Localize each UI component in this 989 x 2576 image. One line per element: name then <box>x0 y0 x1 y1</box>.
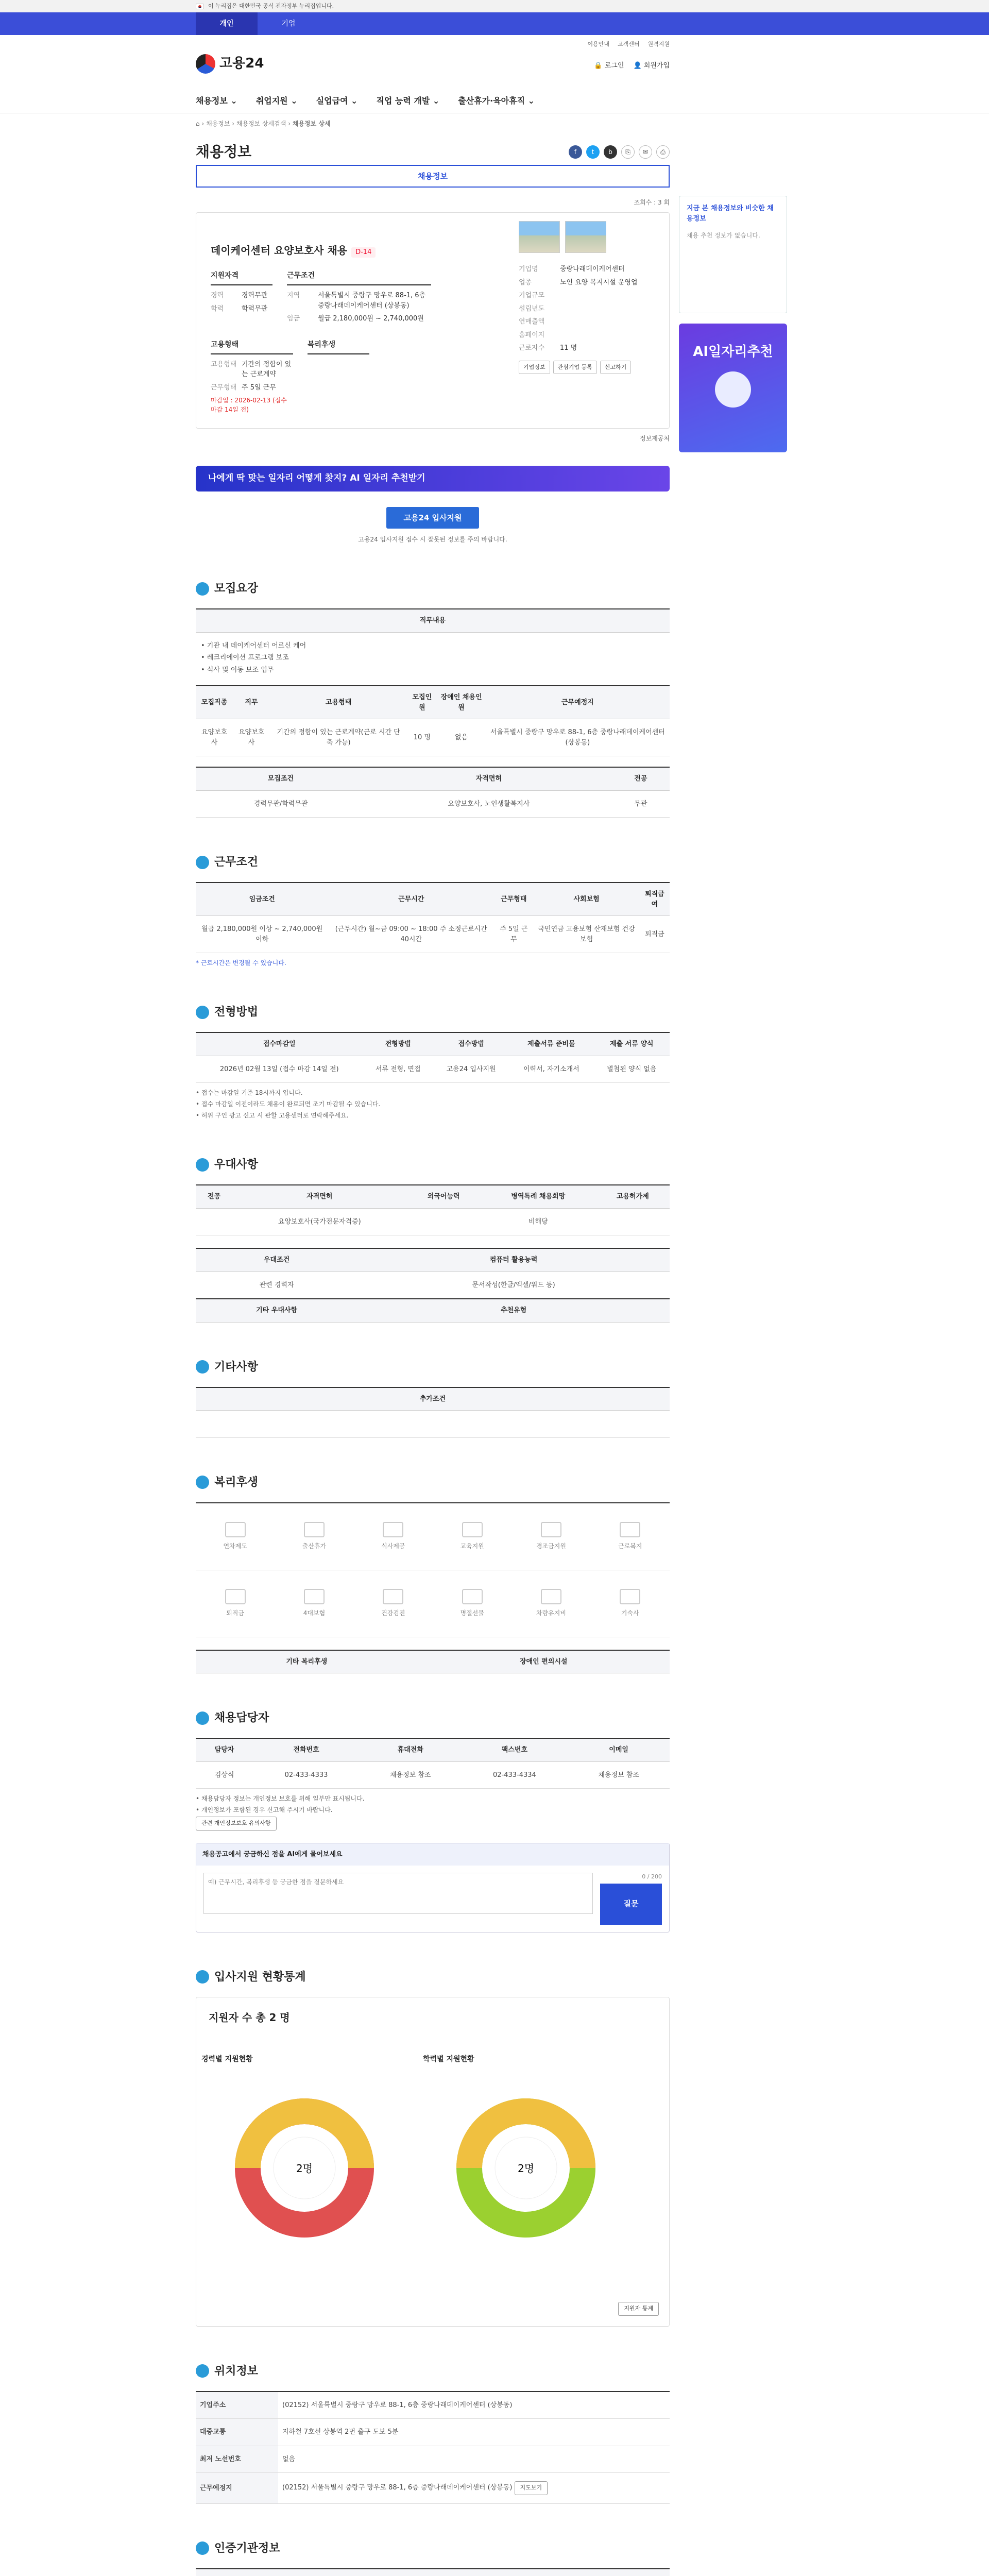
site-logo[interactable] <box>196 54 264 74</box>
home-icon[interactable]: ⌂ <box>196 120 200 127</box>
table-row <box>196 1761 670 1789</box>
location-section <box>196 2363 670 2504</box>
manager-table <box>196 1738 670 1789</box>
welfare-item <box>275 1570 353 1637</box>
donut-center-label: 2명 <box>517 2162 535 2175</box>
signup-label: 회원가입 <box>643 62 670 70</box>
stats-total: 지원자 수 총 2 명 <box>209 2011 290 2024</box>
table-cell: 2026년 02월 13일 (접수 마감 14일 전) <box>196 1056 363 1083</box>
table-header: 모집직종 <box>196 686 233 719</box>
company-photo[interactable] <box>565 221 606 253</box>
map-button[interactable]: 지도보기 <box>515 2481 548 2495</box>
note-line: • 채용담당자 정보는 개인정보 보호를 위해 일부만 표시됩니다. <box>196 1795 365 1802</box>
table-cell: 없음 <box>278 2446 670 2473</box>
sidebar <box>679 196 787 452</box>
table-cell: 지하철 7호선 상봉역 2번 출구 도보 5분 <box>278 2419 670 2446</box>
kv-key: 고용형태 <box>211 360 237 368</box>
welfare-item <box>275 1503 353 1570</box>
section-icon <box>196 1970 209 1984</box>
chevron-down-icon: ⌄ <box>230 96 237 106</box>
pref-table <box>196 1184 670 1235</box>
table-header: 장애인 채용인원 <box>437 686 485 719</box>
nav-item-leave[interactable] <box>458 95 535 107</box>
table-header: 접수방법 <box>433 1032 509 1056</box>
table-cell: 무관 <box>612 790 670 818</box>
welfare-icon <box>462 1522 483 1537</box>
kv-value: 기간의 정함이 있는 근로계약 <box>242 360 292 378</box>
table-header: 제출서류 준비물 <box>509 1032 593 1056</box>
note-line: • 접수는 마감일 기준 18시까지 입니다. <box>196 1089 303 1096</box>
table-cell <box>196 1411 670 1438</box>
table-header: 팩스번호 <box>462 1738 568 1761</box>
welfare-label: 경조금지원 <box>536 1543 566 1550</box>
section-title: 모집요강 <box>214 582 259 595</box>
table-header: 자격면허 <box>366 767 612 790</box>
table-cell: 요양보호사(국가전문자격증) <box>232 1208 407 1235</box>
table-cell: 주 5일 근무 <box>494 916 534 953</box>
chevron-down-icon: ⌄ <box>291 96 298 106</box>
ai-recommend-ad[interactable] <box>679 324 787 452</box>
pref-section <box>196 1156 670 1323</box>
gov-banner-text: 이 누리집은 대한민국 공식 전자정부 누리집입니다. <box>208 2 334 9</box>
page-title: 채용정보 <box>196 143 252 160</box>
welfare-icon <box>541 1589 561 1604</box>
kv-key: 기업명 <box>519 265 538 273</box>
table-header: 장애인 편의시설 <box>418 1650 670 1673</box>
main-nav <box>0 89 989 113</box>
job-summary-card <box>196 212 670 429</box>
table-header: 고용허가제 <box>596 1185 670 1208</box>
chart-title: 학력별 지원현황 <box>423 2055 474 2063</box>
section-icon <box>196 582 209 596</box>
table-header: 기타 복리후생 <box>196 1650 418 1673</box>
table-header: 이메일 <box>568 1738 670 1761</box>
welfare-item <box>591 1570 670 1637</box>
kv-key: 연매출액 <box>519 318 545 326</box>
company-info <box>519 264 653 374</box>
welfare-item <box>591 1503 670 1570</box>
print-icon[interactable]: ⎙ <box>656 145 670 159</box>
table-header <box>530 2569 670 2576</box>
donut-center-label: 2명 <box>296 2162 313 2175</box>
site-header <box>0 35 989 89</box>
table-cell: 서울특별시 중랑구 망우로 88-1, 6층 중랑나래데이케어센터 (상봉동) <box>486 719 670 756</box>
breadcrumb-item[interactable]: 채용정보 <box>206 120 230 127</box>
table-row <box>196 2392 670 2419</box>
kv-value: 주 5일 근무 <box>242 383 276 392</box>
table-header: 전공 <box>612 767 670 790</box>
career-donut <box>212 2075 397 2261</box>
company-info-button[interactable]: 기업정보 <box>519 361 550 375</box>
table-cell: 관련 경력자 <box>196 1272 357 1299</box>
table-header: 사회보험 <box>534 883 640 916</box>
info-source: 정보제공처 <box>640 435 670 442</box>
welfare-icon <box>304 1522 325 1537</box>
chevron-down-icon: ⌄ <box>527 96 535 106</box>
table-header: 전화번호 <box>253 1738 360 1761</box>
kv-key: 업종 <box>519 278 532 286</box>
chevron-down-icon: ⌄ <box>351 96 358 106</box>
table-header: 병역특례 채용희망 <box>481 1185 596 1208</box>
welfare-label: 교육지원 <box>460 1543 484 1550</box>
privacy-notice-button[interactable]: 관련 개인정보보호 유의사항 <box>196 1817 277 1831</box>
table-header: 퇴직급여 <box>640 883 670 916</box>
note-line: • 개인정보가 포함된 경우 신고해 주시기 바랍니다. <box>196 1806 333 1814</box>
section-title: 기타사항 <box>214 1360 259 1374</box>
kv-key: 근로자수 <box>519 344 545 352</box>
chevron-down-icon: ⌄ <box>432 96 440 106</box>
table-row <box>196 1272 670 1299</box>
table-header: 추가조건 <box>196 1387 670 1411</box>
utility-links <box>587 40 670 49</box>
similar-jobs-box <box>679 196 787 313</box>
table-cell <box>407 1208 481 1235</box>
nav-label: 취업지원 <box>255 96 288 106</box>
flag-icon <box>196 4 204 9</box>
table-row <box>196 790 670 818</box>
table-row <box>196 719 670 756</box>
manager-notes <box>196 1794 670 1815</box>
breadcrumb-item[interactable]: 채용정보 상세검색 <box>236 120 286 127</box>
table-cell: 요양보호사 <box>196 719 233 756</box>
kv-value: 중랑나래데이케어센터 <box>560 265 625 273</box>
table-cell: 국민연금 고용보험 산재보험 건강보험 <box>534 916 640 953</box>
welfare-item <box>511 1570 590 1637</box>
blog-icon[interactable]: b <box>604 145 617 159</box>
section-icon <box>196 1711 209 1725</box>
login-label: 로그인 <box>604 62 624 70</box>
table-header: 직무 <box>233 686 270 719</box>
section-icon <box>196 856 209 869</box>
welfare-heading: 복리후생 <box>308 340 369 354</box>
stats-box <box>196 1997 670 2327</box>
table-cell: 경력무관/학력무관 <box>196 790 366 818</box>
kv-key: 근무형태 <box>211 383 237 392</box>
nav-item-support[interactable] <box>256 95 298 107</box>
edu-donut <box>433 2075 619 2261</box>
follow-company-button[interactable]: 관심기업 등록 <box>553 361 597 375</box>
table-cell: 근무예정지 <box>196 2473 278 2504</box>
nav-label: 채용정보 <box>196 96 228 106</box>
welfare-label: 근로복지 <box>618 1543 642 1550</box>
nav-item-jobs[interactable] <box>196 95 237 107</box>
section-title: 위치정보 <box>214 2364 259 2378</box>
welfare-icon <box>620 1589 640 1604</box>
table-header <box>329 2569 429 2576</box>
welfare-label: 연차제도 <box>223 1543 247 1550</box>
table-header: 휴대전화 <box>360 1738 462 1761</box>
welfare-item <box>354 1503 433 1570</box>
note-line: • 허위 구인 광고 신고 시 관할 고용센터로 연락해주세요. <box>196 1112 349 1119</box>
etc-table <box>196 1387 670 1438</box>
kv-value: 서울특별시 중랑구 망우로 88-1, 6층 중랑나래데이케어센터 (상봉동) <box>318 292 426 310</box>
welfare-grid <box>196 1502 670 1637</box>
top-tabbar <box>0 12 989 35</box>
list-item: • 식사 및 이동 보조 업무 <box>201 666 274 674</box>
section-title: 근무조건 <box>214 856 259 869</box>
welfare-label: 명절선물 <box>460 1609 484 1617</box>
qual-heading: 지원자격 <box>211 270 272 285</box>
section-title: 복리후생 <box>214 1476 259 1489</box>
welfare-icon <box>383 1522 403 1537</box>
table-cell: 채용정보 참조 <box>568 1761 670 1789</box>
table-header: 직무내용 <box>196 609 670 632</box>
table-cell <box>596 1208 670 1235</box>
table-cell: (02152) 서울특별시 중랑구 망우로 88-1, 6층 중랑나래데이케어센터 (상봉동) <box>278 2392 670 2419</box>
table-cell: 10 명 <box>407 719 437 756</box>
util-link-support[interactable]: 고객센터 <box>617 41 640 47</box>
job-title: 데이케어센터 요양보호사 채용 <box>211 244 348 257</box>
work-table <box>196 882 670 953</box>
kv-key: 설립년도 <box>519 304 545 313</box>
type-heading: 고용형태 <box>211 340 293 354</box>
work-section <box>196 854 670 968</box>
table-header: 외국어능력 <box>407 1185 481 1208</box>
table-header: 고용형태 <box>270 686 407 719</box>
edu-chart <box>423 2054 629 2264</box>
nav-label: 출산휴가·육아휴직 <box>458 96 525 106</box>
table-cell <box>196 1208 232 1235</box>
list-item: • 레크리에이션 프로그램 보조 <box>201 654 289 662</box>
table-cell: 별첨된 양식 없음 <box>593 1056 670 1083</box>
recruit-table <box>196 685 670 756</box>
stats-button[interactable]: 지원자 통계 <box>618 2302 659 2316</box>
table-header: 우대조건 <box>196 1248 357 1272</box>
welfare-icon <box>541 1522 561 1537</box>
table-cell: 기간의 정함이 있는 근로계약(근로 시간 단축 가능) <box>270 719 407 756</box>
manager-section <box>196 1709 670 1933</box>
share-bar <box>569 145 670 159</box>
table-header: 추천유형 <box>357 1299 670 1322</box>
table-header: 근무형태 <box>494 883 534 916</box>
welfare-icon <box>225 1589 246 1604</box>
welfare-section <box>196 1474 670 1674</box>
signup-link[interactable]: 👤 회원가입 <box>633 62 670 70</box>
section-icon <box>196 2541 209 2555</box>
company-photo[interactable] <box>519 221 560 253</box>
welfare-label: 기숙사 <box>621 1609 639 1617</box>
section-icon <box>196 2364 209 2378</box>
welfare-icon <box>304 1589 325 1604</box>
table-cell: 비해당 <box>481 1208 596 1235</box>
process-notes <box>196 1088 670 1120</box>
agency-section <box>196 2540 670 2576</box>
robot-icon <box>715 371 751 408</box>
table-header: 근무시간 <box>328 883 494 916</box>
note-line: • 접수 마감일 이전이라도 채용이 완료되면 조기 마감될 수 있습니다. <box>196 1100 381 1108</box>
table-row <box>196 916 670 953</box>
pref-cond-table <box>196 1248 670 1323</box>
table-row <box>196 2446 670 2473</box>
welfare-label: 건강검진 <box>381 1609 405 1617</box>
table-cell: 고용24 입사지원 <box>433 1056 509 1083</box>
welfare-icon <box>620 1522 640 1537</box>
table-cell: (02152) 서울특별시 중랑구 망우로 88-1, 6층 중랑나래데이케어센터 (상봉동) <box>282 2484 513 2492</box>
career-chart <box>201 2054 407 2264</box>
table-header: 컴퓨터 활용능력 <box>357 1248 670 1272</box>
welfare-label: 차량유지비 <box>536 1609 566 1617</box>
welfare-icon <box>462 1589 483 1604</box>
section-icon <box>196 1006 209 1019</box>
section-icon <box>196 1476 209 1489</box>
similar-jobs-empty: 채용 추천 정보가 없습니다. <box>687 232 760 239</box>
login-link[interactable]: 🔒 로그인 <box>594 62 624 70</box>
twitter-icon[interactable]: t <box>586 145 600 159</box>
report-button[interactable]: 신고하기 <box>600 361 632 375</box>
kv-value: 노인 요양 복지시설 운영업 <box>560 278 638 286</box>
table-row <box>196 1208 670 1235</box>
welfare-item <box>433 1503 511 1570</box>
deadline-text: 마감일 : 2026-02-13 (접수 마감 14일 전) <box>211 397 287 413</box>
kv-value: 11 명 <box>560 344 577 352</box>
ai-send-button[interactable]: 질문 <box>600 1884 662 1925</box>
recruit-cond-table <box>196 767 670 818</box>
table-row <box>196 1056 670 1083</box>
similar-jobs-title: 지금 본 채용정보와 비슷한 채용정보 <box>687 205 774 223</box>
table-cell: 김상식 <box>196 1761 253 1789</box>
welfare-item <box>196 1503 275 1570</box>
apply-button[interactable]: 고용24 입사지원 <box>386 507 479 529</box>
tab-personal[interactable]: 개인 <box>196 12 258 35</box>
logo-mark-icon <box>196 54 215 74</box>
ai-question-box <box>196 1843 670 1933</box>
auth-links <box>594 61 670 71</box>
welfare-item <box>196 1570 275 1637</box>
table-cell: 02-433-4334 <box>462 1761 568 1789</box>
ai-question-input[interactable] <box>203 1873 593 1914</box>
process-table <box>196 1032 670 1083</box>
util-link-guide[interactable]: 이용안내 <box>587 41 609 47</box>
gov-banner <box>0 0 989 12</box>
welfare-item <box>354 1570 433 1637</box>
agency-table <box>196 2568 670 2576</box>
recruit-section <box>196 580 670 818</box>
tab-job-info[interactable]: 채용정보 <box>196 165 670 188</box>
table-header: 전형방법 <box>363 1032 433 1056</box>
table-header: 자격면허 <box>232 1185 407 1208</box>
welfare-label: 식사제공 <box>381 1543 405 1550</box>
table-cell: 월급 2,180,000원 이상 ~ 2,740,000원 이하 <box>196 916 328 953</box>
table-cell: 서류 전형, 면접 <box>363 1056 433 1083</box>
work-note: * 근로시간은 변경될 수 있습니다. <box>196 959 286 967</box>
kv-value: 월급 2,180,000원 ~ 2,740,000원 <box>318 315 424 323</box>
kv-value: 경력무관 <box>242 292 268 299</box>
welfare-icon <box>225 1522 246 1537</box>
section-title: 우대사항 <box>214 1158 259 1171</box>
tab-company[interactable]: 기업 <box>281 19 296 28</box>
table-header <box>429 2569 530 2576</box>
section-icon <box>196 1360 209 1374</box>
char-counter: 0 / 200 <box>642 1873 662 1880</box>
chart-title: 경력별 지원현황 <box>201 2055 253 2063</box>
duty-table <box>196 608 670 633</box>
table-header: 임금조건 <box>196 883 328 916</box>
ai-recommend-title: AI일자리추천 <box>693 344 773 360</box>
table-header: 제출 서류 양식 <box>593 1032 670 1056</box>
table-cell: 02-433-4333 <box>253 1761 360 1789</box>
util-link-remote[interactable]: 원격지원 <box>647 41 670 47</box>
etc-section <box>196 1359 670 1438</box>
table-cell: 요양보호사 <box>233 719 270 756</box>
kv-key: 지역 <box>287 292 300 299</box>
kv-key: 경력 <box>211 292 224 299</box>
dday-badge: D-14 <box>351 247 376 258</box>
table-header <box>196 2569 329 2576</box>
table-header: 모집조건 <box>196 767 366 790</box>
table-cell: 기업주소 <box>196 2392 278 2419</box>
logo-text: 고용24 <box>219 56 264 71</box>
list-item: • 기관 내 데이케어센터 어르신 케어 <box>201 641 306 650</box>
kv-value: 학력무관 <box>242 304 268 313</box>
facebook-icon[interactable]: f <box>569 145 582 159</box>
welfare-item <box>511 1503 590 1570</box>
location-table <box>196 2391 670 2504</box>
section-title: 입사지원 현황통계 <box>214 1970 306 1984</box>
table-cell: 최저 노선번호 <box>196 2446 278 2473</box>
cond-heading: 근무조건 <box>287 270 431 285</box>
view-count: 조회수 : 3 회 <box>634 199 670 206</box>
section-title: 채용담당자 <box>214 1711 269 1724</box>
table-cell: (근무시간) 월~금 09:00 ~ 18:00 주 소정근로시간 40시간 <box>328 916 494 953</box>
table-cell: 문서작성(한글/엑셀/워드 등) <box>357 1272 670 1299</box>
nav-item-training[interactable] <box>376 95 439 107</box>
table-header: 담당자 <box>196 1738 253 1761</box>
company-photos <box>519 221 606 253</box>
table-header: 접수마감일 <box>196 1032 363 1056</box>
table-cell: 없음 <box>437 719 485 756</box>
welfare-label: 출산휴가 <box>302 1543 327 1550</box>
table-cell: 퇴직금 <box>640 916 670 953</box>
nav-label: 직업 능력 개발 <box>376 96 430 106</box>
table-cell: 채용정보 참조 <box>360 1761 462 1789</box>
table-cell: 요양보호사, 노인생활복지사 <box>366 790 612 818</box>
breadcrumb: ⌂ › 채용정보 › 채용정보 상세검색 › 채용정보 상세 <box>196 120 331 127</box>
welfare-label: 퇴직금 <box>226 1609 245 1617</box>
nav-item-benefit[interactable] <box>316 95 358 107</box>
section-title: 전형방법 <box>214 1006 259 1019</box>
welfare-extra-table <box>196 1650 670 1674</box>
breadcrumb-current: 채용정보 상세 <box>292 120 331 127</box>
duty-list <box>196 633 670 686</box>
table-header: 전공 <box>196 1185 232 1208</box>
table-cell: 이력서, 자기소개서 <box>509 1056 593 1083</box>
kv-key: 홈페이지 <box>519 331 545 339</box>
section-icon <box>196 1158 209 1172</box>
table-header: 기타 우대사항 <box>196 1299 357 1322</box>
stats-section <box>196 1969 670 2327</box>
mail-icon[interactable]: ✉ <box>639 145 652 159</box>
table-row <box>196 2473 670 2504</box>
section-title: 인증기관정보 <box>214 2541 280 2555</box>
process-section <box>196 1004 670 1120</box>
table-header: 모집인원 <box>407 686 437 719</box>
kv-key: 임금 <box>287 315 300 323</box>
ai-box-title: 채용공고에서 궁금하신 점을 AI에게 물어보세요 <box>196 1843 669 1866</box>
ai-banner[interactable]: 나에게 딱 맞는 일자리 어떻게 찾지? AI 일자리 추천받기 <box>196 466 670 492</box>
welfare-icon <box>383 1589 403 1604</box>
table-header: 근무예정지 <box>486 686 670 719</box>
welfare-item <box>433 1570 511 1637</box>
kv-key: 학력 <box>211 304 224 313</box>
kv-key: 기업규모 <box>519 292 545 299</box>
table-row <box>196 2419 670 2446</box>
link-icon[interactable]: ⎘ <box>621 145 635 159</box>
welfare-label: 4대보험 <box>303 1609 326 1617</box>
apply-note: 고용24 입사지원 접수 시 잘못된 정보를 주의 바랍니다. <box>358 536 507 543</box>
nav-label: 실업급여 <box>316 96 348 106</box>
table-cell: 대중교통 <box>196 2419 278 2446</box>
